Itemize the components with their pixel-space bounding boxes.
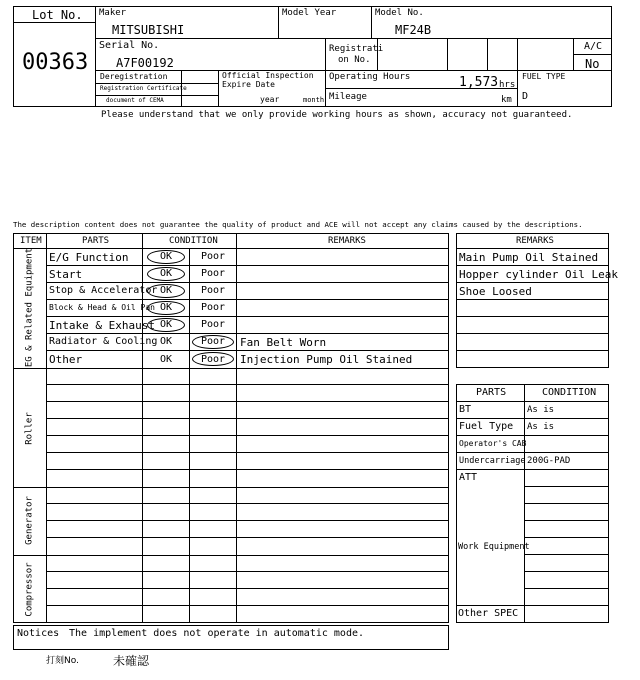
- part-label: Intake & Exhaust: [49, 318, 155, 332]
- ok-option[interactable]: OK: [159, 285, 173, 296]
- part-label: Start: [49, 267, 83, 281]
- remark-text: Fan Belt Worn: [240, 335, 327, 349]
- hours-notice: Please understand that we only provide working hours as shown, accuracy not guaranteed.: [101, 110, 573, 120]
- parts-panel-condition: 200G-PAD: [527, 455, 571, 466]
- ac-value: No: [585, 57, 600, 71]
- parts-panel-part: ATT: [459, 472, 478, 483]
- parts-panel-part: Undercarriage: [459, 455, 526, 466]
- cema-label: document of CEMA: [106, 97, 164, 104]
- group-label-roller: Roller: [24, 412, 35, 445]
- operating-hours-label: Operating Hours: [329, 72, 411, 82]
- parts-panel-part: BT: [459, 404, 472, 415]
- poor-option[interactable]: Poor: [200, 319, 226, 330]
- maker-label: Maker: [99, 8, 127, 18]
- ok-option[interactable]: OK: [159, 251, 173, 262]
- km-unit: km: [501, 95, 512, 105]
- model-no-value: MF24B: [395, 23, 432, 37]
- fuel-type-label: FUEL TYPE: [522, 72, 566, 81]
- selected-ok-oval: [147, 284, 185, 298]
- serial-value: A7F00192: [116, 56, 174, 70]
- lot-label: Lot No.: [32, 8, 83, 22]
- remarks-panel-item: Shoe Loosed: [459, 284, 532, 298]
- group-label-eg: EG & Related Equipment: [24, 247, 35, 368]
- selected-ok-oval: [147, 267, 185, 281]
- poor-option[interactable]: Poor: [200, 353, 226, 365]
- registration-label-2: on No.: [338, 55, 371, 65]
- remark-text: Injection Pump Oil Stained: [240, 353, 413, 366]
- condition-header: CONDITION: [169, 236, 218, 246]
- part-label: Stop & Accelerator: [49, 285, 158, 296]
- selected-ok-oval: [147, 250, 185, 264]
- ok-option[interactable]: OK: [159, 319, 173, 330]
- serial-label: Serial No.: [99, 40, 160, 51]
- hrs-unit: hrs: [499, 80, 516, 90]
- ok-option[interactable]: OK: [159, 353, 173, 365]
- stamp-value: 未確認: [113, 654, 150, 668]
- poor-option[interactable]: Poor: [200, 251, 226, 262]
- selected-ok-oval: [147, 301, 185, 315]
- selected-ok-oval: [147, 318, 185, 332]
- registration-certificate-label: Registration Certificate: [100, 85, 187, 92]
- remarks-panel-header: REMARKS: [516, 236, 554, 246]
- parts-panel-part: Fuel Type: [459, 421, 514, 432]
- ok-option[interactable]: OK: [159, 336, 173, 347]
- other-spec-label: Other SPEC: [458, 608, 519, 619]
- work-equipment-label: Work Equipment: [458, 542, 530, 552]
- stamp-label: 打刻No.: [46, 656, 79, 666]
- part-label: Other: [49, 353, 83, 366]
- model-year-label: Model Year: [282, 8, 337, 18]
- poor-option[interactable]: Poor: [200, 268, 226, 279]
- ok-option[interactable]: OK: [159, 268, 173, 279]
- fuel-type-value: D: [522, 91, 529, 102]
- part-label: Block & Head & Oil Pan: [49, 303, 155, 312]
- parts-panel-condition: As is: [527, 404, 555, 415]
- poor-option[interactable]: Poor: [200, 336, 226, 347]
- month-label: month: [303, 96, 325, 104]
- notices-text: The implement does not operate in automatic mode.: [69, 628, 365, 639]
- part-label: Radiator & Cooling: [49, 336, 158, 347]
- deregistration-label: Deregistration: [100, 72, 168, 81]
- model-no-label: Model No.: [375, 8, 424, 18]
- part-label: E/G Function: [49, 250, 129, 264]
- parts-header: PARTS: [82, 236, 110, 246]
- poor-option[interactable]: Poor: [200, 302, 226, 313]
- inspection-label-2: Expire Date: [222, 80, 275, 89]
- registration-label-1: Registrati: [329, 44, 384, 54]
- lot-number: 00363: [22, 50, 89, 75]
- ok-option[interactable]: OK: [159, 302, 173, 313]
- parts-panel-condition: [525, 436, 608, 452]
- operating-hours-value: 1,573: [459, 75, 499, 90]
- maker-value: MITSUBISHI: [112, 23, 185, 37]
- parts-panel-part: Operator's CAB: [459, 439, 527, 448]
- selected-poor-oval: [192, 335, 234, 349]
- remarks-header: REMARKS: [328, 236, 366, 246]
- year-label: year: [260, 95, 280, 104]
- mileage-label: Mileage: [329, 92, 367, 102]
- ac-label: A/C: [584, 41, 603, 52]
- inspection-label-1: Official Inspection: [222, 71, 314, 80]
- group-label-compressor: Compressor: [24, 562, 35, 617]
- disclaimer: The description content does not guarantee the quality of product and ACE will not accept any claims caused by the descriptions.: [13, 220, 583, 229]
- parts-panel-condition-header: CONDITION: [542, 387, 597, 398]
- parts-panel-condition: As is: [527, 421, 555, 432]
- poor-option[interactable]: Poor: [200, 285, 226, 296]
- group-label-generator: Generator: [24, 496, 35, 545]
- remarks-panel-item: Main Pump Oil Stained: [459, 250, 599, 264]
- item-header: ITEM: [20, 236, 42, 246]
- remarks-panel-item: Hopper cylinder Oil Leak: [459, 267, 618, 281]
- notices-label: Notices: [17, 628, 60, 639]
- selected-poor-oval: [192, 352, 234, 366]
- parts-panel-parts-header: PARTS: [476, 387, 507, 398]
